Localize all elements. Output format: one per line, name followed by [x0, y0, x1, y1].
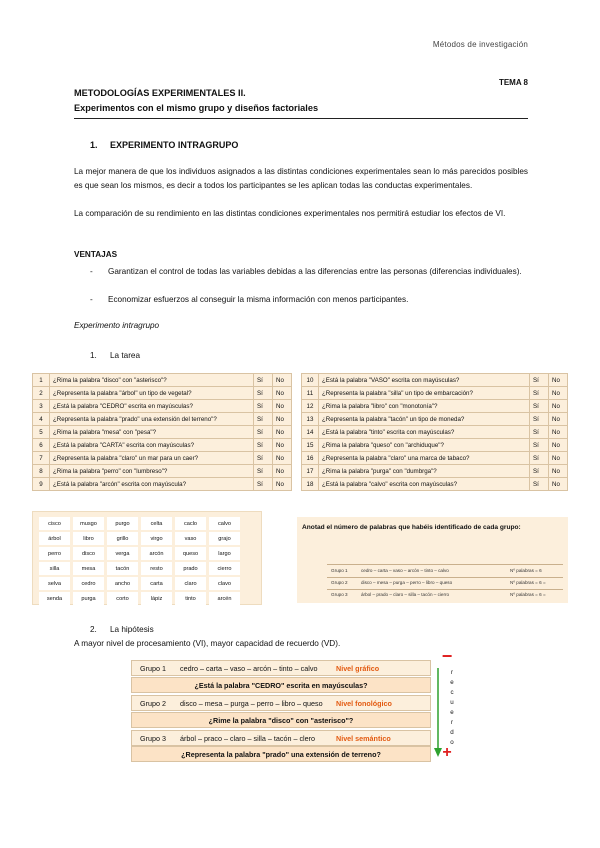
word-cell: senda: [39, 592, 70, 605]
ventaja-item-2: - Economizar esfuerzos al conseguir la misma información con menos participantes.: [90, 293, 528, 307]
answer-no: No: [273, 400, 292, 413]
word-row: [39, 592, 240, 605]
question-number: 12: [302, 400, 319, 413]
question-text: ¿Está la palabra "VASO" escrita con mayúsculas?: [319, 374, 530, 387]
answer-si: Sí: [254, 400, 273, 413]
doc-title: METODOLOGÍAS EXPERIMENTALES II.: [74, 88, 246, 98]
ventajas-title: VENTAJAS: [74, 250, 118, 259]
answer-no: No: [273, 465, 292, 478]
group-question-2: ¿Rime la palabra "disco" con "asterisco"?: [131, 712, 431, 728]
word-cell: carta: [141, 577, 172, 590]
word-cell: árbol: [39, 532, 70, 545]
answer-no: No: [273, 387, 292, 400]
question-number: 17: [302, 465, 319, 478]
question-text: ¿Representa la palabra "silla" un tipo de embarcación?: [319, 387, 530, 400]
group-words: árbol – praco – claro – silla – tacón – clero: [180, 734, 316, 743]
word-cell: resto: [141, 562, 172, 575]
answer-count: Nº palabras = 6 =: [510, 580, 546, 585]
ventaja-text: Garantizan el control de todas las variables debidas a las diferencias entre las personas (diferencias individuales).: [108, 267, 522, 276]
question-text: ¿Está la palabra "tinto" escrita con mayúsculas?: [319, 426, 530, 439]
answer-si: Sí: [530, 400, 549, 413]
word-cell: musgo: [73, 517, 104, 530]
question-number: 14: [302, 426, 319, 439]
word-row: [39, 517, 240, 530]
question-row: [33, 426, 292, 439]
answer-line: [327, 589, 563, 590]
title-divider: [74, 118, 528, 119]
word-cell: clavo: [209, 577, 240, 590]
question-number: 2: [33, 387, 50, 400]
word-cell: cierro: [209, 562, 240, 575]
answer-no: No: [549, 387, 568, 400]
question-row: [33, 439, 292, 452]
answer-line: [327, 577, 563, 578]
question-row: [33, 478, 292, 491]
hipotesis-heading: La hipótesis: [110, 625, 154, 634]
question-number: 13: [302, 413, 319, 426]
word-cell: disco: [73, 547, 104, 560]
questions-table-left: [32, 373, 292, 491]
word-cell: mesa: [73, 562, 104, 575]
answer-no: No: [549, 439, 568, 452]
answer-no: No: [549, 452, 568, 465]
word-cell: arcón: [141, 547, 172, 560]
question-number: 8: [33, 465, 50, 478]
group-question-3: ¿Representa la palabra "prado" una extensión de terreno?: [131, 746, 431, 762]
answer-si: Sí: [530, 413, 549, 426]
header-course: Métodos de investigación: [432, 40, 528, 49]
question-text: ¿Representa la palabra "árbol" un tipo de vegetal?: [50, 387, 254, 400]
recuerdo-letter: c: [450, 689, 454, 696]
word-cell: caclo: [175, 517, 206, 530]
question-number: 6: [33, 439, 50, 452]
answer-words: disco – mesa – purga – perro – libro – queso: [361, 580, 453, 585]
answer-count: Nº palabras = 6: [510, 568, 542, 573]
answer-group: Grupo 2: [331, 580, 348, 585]
question-text: ¿Representa la palabra "tacón" un tipo de moneda?: [319, 413, 530, 426]
answer-si: Sí: [254, 465, 273, 478]
answer-si: Sí: [254, 478, 273, 491]
answer-si: Sí: [530, 439, 549, 452]
answer-no: No: [549, 426, 568, 439]
word-cell: grajo: [209, 532, 240, 545]
question-row: [33, 413, 292, 426]
word-cell: purgo: [107, 517, 138, 530]
word-cell: ancho: [107, 577, 138, 590]
hipotesis-number: 2.: [90, 625, 97, 634]
word-row: [39, 577, 240, 590]
question-row: [302, 452, 568, 465]
question-text: ¿Representa la palabra "claro" un mar para un caer?: [50, 452, 254, 465]
tema-label: TEMA 8: [498, 78, 528, 87]
recuerdo-letter: o: [450, 739, 454, 746]
question-text: ¿Rima la palabra "perro" con "lumbreso"?: [50, 465, 254, 478]
group-label: Grupo 2: [140, 699, 166, 708]
group-level: Nivel semántico: [336, 734, 391, 743]
answer-no: No: [273, 452, 292, 465]
question-row: [33, 452, 292, 465]
recuerdo-scale: [433, 646, 461, 762]
answer-si: Sí: [254, 413, 273, 426]
word-cell: verga: [107, 547, 138, 560]
group-label: Grupo 3: [140, 734, 166, 743]
recuerdo-letter: r: [450, 669, 454, 676]
word-cell: lápiz: [141, 592, 172, 605]
question-row: [302, 400, 568, 413]
question-number: 18: [302, 478, 319, 491]
answer-si: Sí: [530, 465, 549, 478]
minus-sign: −: [441, 646, 453, 666]
question-text: ¿Rima la palabra "mesa" con "pesa"?: [50, 426, 254, 439]
word-cell: virgo: [141, 532, 172, 545]
answer-words: cedro – carta – vaso – arcón – tinto – calvo: [361, 568, 449, 573]
doc-subtitle: Experimentos con el mismo grupo y diseños factoriales: [74, 103, 319, 113]
plus-sign: +: [442, 744, 452, 761]
question-text: ¿Está la palabra "calvo" escrita con mayúsculas?: [319, 478, 530, 491]
tarea-heading: La tarea: [110, 351, 141, 360]
question-text: ¿Rima la palabra "libro" con "monotonía"?: [319, 400, 530, 413]
word-cell: arcén: [209, 592, 240, 605]
question-text: ¿Rima la palabra "queso" con "archiduque"?: [319, 439, 530, 452]
question-row: [302, 426, 568, 439]
answer-si: Sí: [254, 387, 273, 400]
word-list-box: [32, 511, 262, 605]
answer-group: Grupo 1: [331, 568, 348, 573]
question-row: [302, 478, 568, 491]
word-cell: tacón: [107, 562, 138, 575]
answer-box: [297, 517, 568, 603]
paragraph-2: La comparación de su rendimiento en las distintas condiciones experimentales nos permitirá estudiar los efectos de VI.: [74, 209, 506, 218]
ventaja-item-1: - Garantizan el control de todas las variables debidas a las diferencias entre las personas (diferencias individuales).: [90, 265, 528, 291]
question-row: [33, 400, 292, 413]
question-text: ¿Está la palabra "CEDRO" escrita en mayúsculas?: [50, 400, 254, 413]
paragraph-1: La mejor manera de que los individuos asignados a las distintas condiciones experimentales sean lo más parecidos posibles es que sean los mismos, es decir a todos los participantes se les aplican todas las conductas experimentales.: [74, 167, 528, 190]
question-row: [33, 387, 292, 400]
question-number: 3: [33, 400, 50, 413]
question-text: ¿Está la palabra "CARTA" escrita con mayúsculas?: [50, 439, 254, 452]
word-list-table: [36, 515, 243, 607]
answer-no: No: [273, 478, 292, 491]
word-cell: silla: [39, 562, 70, 575]
group-row-2: [131, 695, 431, 711]
recuerdo-letter: d: [450, 729, 454, 736]
ventaja-text: Economizar esfuerzos al conseguir la misma información con menos participantes.: [108, 295, 409, 304]
question-text: ¿Representa la palabra "claro" una marca de tabaco?: [319, 452, 530, 465]
group-level: Nivel fonológico: [336, 699, 392, 708]
question-row: [302, 465, 568, 478]
word-cell: grillo: [107, 532, 138, 545]
recuerdo-letter: u: [450, 699, 454, 706]
question-number: 16: [302, 452, 319, 465]
question-text: ¿Representa la palabra "prado" una extensión del terreno"?: [50, 413, 254, 426]
question-text: ¿Está la palabra "arcón" escrita con mayúscula?: [50, 478, 254, 491]
word-cell: prado: [175, 562, 206, 575]
answer-si: Sí: [254, 452, 273, 465]
question-row: [302, 413, 568, 426]
word-row: [39, 547, 240, 560]
answer-si: Sí: [530, 426, 549, 439]
question-row: [33, 465, 292, 478]
answer-no: No: [549, 413, 568, 426]
answer-group: Grupo 3: [331, 592, 348, 597]
question-number: 10: [302, 374, 319, 387]
group-label: Grupo 1: [140, 664, 166, 673]
word-cell: claro: [175, 577, 206, 590]
answer-no: No: [273, 413, 292, 426]
word-row: [39, 532, 240, 545]
question-text: ¿Rima la palabra "disco" con "asterisco"?: [50, 374, 254, 387]
word-cell: purga: [73, 592, 104, 605]
question-number: 4: [33, 413, 50, 426]
question-row: [302, 387, 568, 400]
word-cell: libro: [73, 532, 104, 545]
recuerdo-letter: r: [450, 719, 454, 726]
recuerdo-letters: [447, 668, 457, 748]
tarea-number: 1.: [90, 351, 97, 360]
recuerdo-letter: e: [450, 709, 454, 716]
answer-words: árbol – prado – claro – silla – tacón – cierro: [361, 592, 450, 597]
answer-si: Sí: [254, 439, 273, 452]
answer-no: No: [273, 374, 292, 387]
group-question-1: ¿Está la palabra "CEDRO" escrita en mayúsculas?: [131, 677, 431, 693]
answer-si: Sí: [530, 387, 549, 400]
group-row-3: [131, 730, 431, 746]
answer-si: Sí: [254, 426, 273, 439]
answer-no: No: [549, 478, 568, 491]
answer-si: Sí: [530, 374, 549, 387]
hipotesis-statement: A mayor nivel de procesamiento (VI), mayor capacidad de recuerdo (VD).: [74, 639, 341, 648]
answer-si: Sí: [530, 478, 549, 491]
word-cell: perro: [39, 547, 70, 560]
answer-row: [327, 591, 567, 601]
question-row: [302, 374, 568, 387]
recuerdo-letter: e: [450, 679, 454, 686]
question-number: 5: [33, 426, 50, 439]
question-number: 11: [302, 387, 319, 400]
word-cell: corto: [107, 592, 138, 605]
hypothesis-diagram: [131, 646, 461, 762]
group-level: Nivel gráfico: [336, 664, 380, 673]
section1-number: 1.: [90, 140, 98, 150]
question-number: 9: [33, 478, 50, 491]
answer-no: No: [273, 426, 292, 439]
word-cell: cisco: [39, 517, 70, 530]
word-cell: largo: [209, 547, 240, 560]
answer-si: Sí: [254, 374, 273, 387]
word-cell: queso: [175, 547, 206, 560]
word-cell: celta: [141, 517, 172, 530]
group-words: disco – mesa – purga – perro – libro – queso: [180, 699, 323, 708]
question-number: 15: [302, 439, 319, 452]
answer-si: Sí: [530, 452, 549, 465]
word-row: [39, 562, 240, 575]
word-cell: cedro: [73, 577, 104, 590]
answer-line: [327, 564, 563, 565]
word-cell: selva: [39, 577, 70, 590]
word-cell: vaso: [175, 532, 206, 545]
group-words: cedro – carta – vaso – arcón – tinto – calvo: [180, 664, 318, 673]
questions-table-right: [301, 373, 568, 491]
answer-row: [327, 567, 567, 577]
answer-no: No: [549, 465, 568, 478]
answer-no: No: [273, 439, 292, 452]
question-number: 7: [33, 452, 50, 465]
group-row-1: [131, 660, 431, 676]
answer-row: [327, 579, 567, 589]
word-cell: calvo: [209, 517, 240, 530]
question-row: [302, 439, 568, 452]
question-text: ¿Rima la palabra "purga" con "dumbrga"?: [319, 465, 530, 478]
word-cell: tinto: [175, 592, 206, 605]
answer-count: Nº palabras = 6 =: [510, 592, 546, 597]
section1-heading: EXPERIMENTO INTRAGRUPO: [110, 140, 239, 150]
question-number: 1: [33, 374, 50, 387]
answer-no: No: [549, 400, 568, 413]
answer-prompt: Anotad el número de palabras que habéis identificado de cada grupo:: [302, 524, 521, 531]
answer-no: No: [549, 374, 568, 387]
subsection-title: Experimento intragrupo: [74, 321, 160, 330]
question-row: [33, 374, 292, 387]
